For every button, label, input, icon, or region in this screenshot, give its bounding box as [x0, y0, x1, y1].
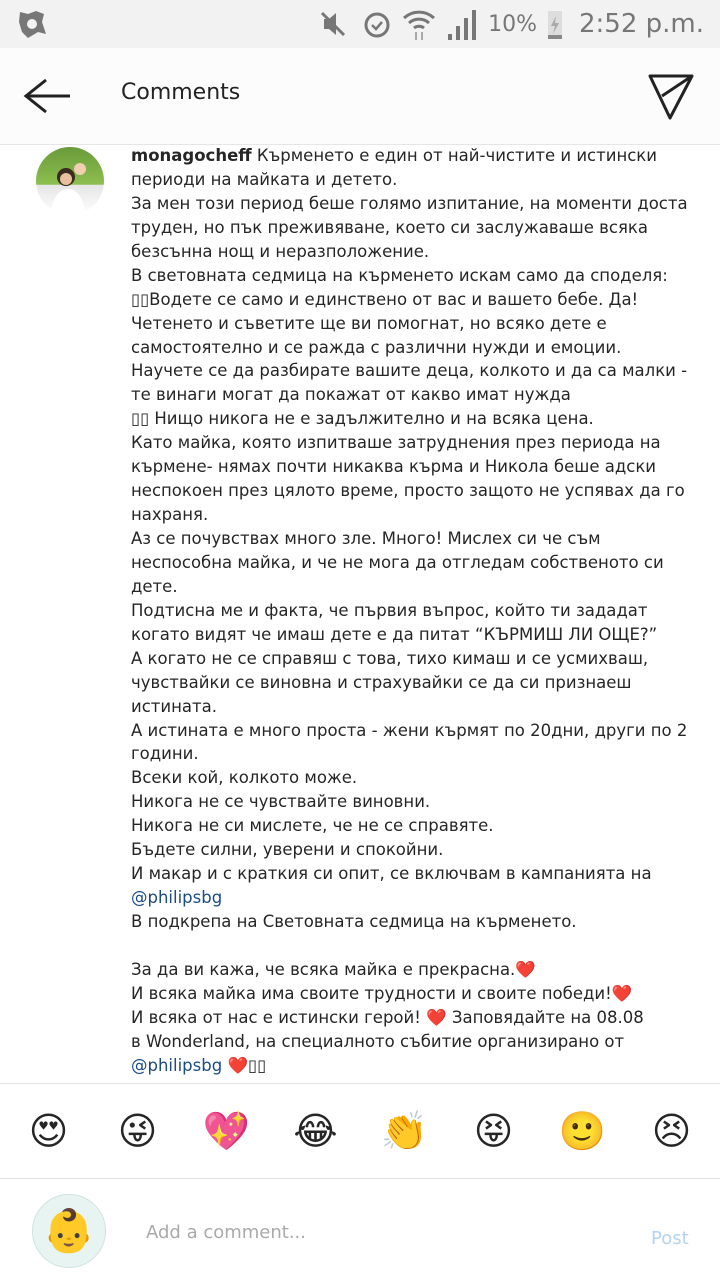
- comment-line: [131, 575, 691, 599]
- comment-text: Подтисна ме и факта, че първия въпрос, който ти зададат: [131, 600, 648, 620]
- comment-text: Аз се почувствах много зле. Много! Мислех си че съм: [131, 529, 601, 548]
- comment-line: [131, 1006, 691, 1030]
- comment-line: [131, 288, 691, 312]
- comment-text: А истината е много проста - жени кърмят по 20дни, други по 2: [131, 720, 688, 740]
- comment-text: Бъдете силни, уверени и спокойни.: [131, 840, 444, 860]
- comment-line: [131, 503, 691, 527]
- comment-text: периоди на майката и детето.: [131, 169, 398, 189]
- comment-username[interactable]: monagocheff: [131, 146, 252, 165]
- signal-icon: [446, 8, 478, 40]
- comment-line: [131, 359, 691, 383]
- emoji-button[interactable]: 😂: [293, 1109, 338, 1153]
- comment-line: [131, 216, 691, 240]
- comment-text: И всяка от нас е истински герой! ❤️ Заповядайте на 08.08: [131, 1007, 644, 1027]
- comment-line: [131, 695, 691, 719]
- comment-text: неспокоен през цялото време, просто защото не успявах да го: [131, 481, 685, 501]
- comment-text: В световната седмица на кърменето искам само да споделя:: [131, 265, 668, 285]
- header: [0, 48, 720, 145]
- comment-line: [131, 240, 691, 264]
- send-direct-icon[interactable]: [646, 72, 696, 122]
- comment-line: [131, 192, 691, 216]
- wifi-icon: [402, 8, 436, 40]
- comment-line: [131, 407, 691, 431]
- commenter-avatar[interactable]: [36, 147, 104, 215]
- emoji-button[interactable]: 🙂: [558, 1108, 607, 1153]
- comment-text: когато видят че имаш дете е да питат “КЪРМИШ ЛИ ОЩЕ?”: [131, 624, 658, 644]
- comment-text: истината.: [131, 696, 217, 716]
- clock: 2:52 p.m.: [578, 9, 704, 39]
- comment-text: Четенето и съветите ще ви помогнат, но всяко дете е: [131, 313, 607, 333]
- comment-line: [131, 479, 691, 503]
- emoji-quick-bar: [0, 1083, 720, 1179]
- comment-line: [131, 431, 691, 455]
- post-button[interactable]: Post: [651, 1228, 689, 1249]
- comment-text: За да ви кажа, че всяка майка е прекрасна.❤️: [131, 959, 536, 979]
- comment-line: [131, 551, 691, 575]
- status-bar: [0, 0, 720, 48]
- comment-line: [131, 647, 691, 671]
- comment-line: [131, 982, 691, 1006]
- comment-line: [131, 599, 691, 623]
- comment-text: кърмене- нямах почти никаква кърма и Никола беше адски: [131, 457, 657, 477]
- comment-input[interactable]: [144, 1216, 598, 1248]
- comment-line: [131, 455, 691, 479]
- my-avatar: [32, 1194, 106, 1268]
- comment-body: [131, 144, 691, 1078]
- page-title: Comments: [121, 80, 241, 105]
- comment-line: [131, 168, 691, 192]
- mention-link[interactable]: @philipsbg: [131, 888, 223, 908]
- comment-text: ▯▯Водете се само и единствено от вас и вашето бебе. Да!: [131, 289, 639, 309]
- antivirus-app-icon: [16, 8, 48, 40]
- comment-line: [131, 336, 691, 360]
- comment-line: [131, 958, 691, 982]
- comment-line: [131, 814, 691, 838]
- comment-line: [131, 910, 691, 934]
- comment-text: А когато не се справяш с това, тихо кимаш и се усмихваш,: [131, 648, 649, 668]
- comment-text: в Wonderland, на специалното събитие организирано от: [131, 1031, 625, 1051]
- baby-avatar-icon: 👶: [42, 1206, 96, 1255]
- comment-line: [131, 671, 691, 695]
- comment-line: [131, 383, 691, 407]
- comment-text: безсънна нощ и неразположение.: [131, 241, 430, 261]
- mention-link[interactable]: @philipsbg: [131, 1055, 223, 1075]
- comment-composer: [0, 1180, 720, 1280]
- comment-text: Като майка, която изпитваше затруднения през периода на: [131, 433, 661, 453]
- comment-text: За мен този период беше голямо изпитание, на моменти доста: [131, 193, 688, 213]
- comment-line: [131, 264, 691, 288]
- vibrate-mute-icon: [314, 9, 352, 39]
- comment-line: [131, 1054, 691, 1078]
- comment-text: Никога не се чувствайте виновни.: [131, 792, 431, 812]
- comment-text: Никога не си мислете, че не се справяте.: [131, 816, 494, 836]
- alarm-icon: [362, 8, 392, 40]
- comment-line: [131, 312, 691, 336]
- battery-percent: 10%: [488, 11, 537, 37]
- comment-line: [131, 144, 691, 168]
- emoji-button[interactable]: 💖: [202, 1108, 251, 1153]
- comment-text: Кърменето е един от най-чистите и истински: [251, 146, 657, 165]
- comment-text: самостоятелно и се ражда с различни нужди и емоции.: [131, 337, 622, 357]
- comment-text: неспособна майка, и че не мога да отгледам собственото си: [131, 552, 664, 572]
- comment-line: [131, 862, 691, 886]
- comment-line: [131, 527, 691, 551]
- comment-line: [131, 766, 691, 790]
- comment-text: години.: [131, 744, 199, 764]
- emoji-button[interactable]: 👏: [380, 1108, 429, 1153]
- comment-line: [131, 1030, 691, 1054]
- comment-line: [131, 886, 691, 910]
- comment-line: [131, 623, 691, 647]
- comment-line: [131, 934, 691, 958]
- comment-line: [131, 838, 691, 862]
- comment-line: [131, 742, 691, 766]
- comment-text: ❤️▯▯: [222, 1055, 267, 1075]
- comment-line: [131, 719, 691, 743]
- comment-text: труден, но пък преживяване, което си заслужаваше всяка: [131, 217, 648, 237]
- comment-text: И макар и с краткия си опит, се включвам в кампанията на: [131, 864, 652, 884]
- emoji-button[interactable]: 😝: [473, 1109, 514, 1153]
- comment-line: [131, 790, 691, 814]
- comment-text: Всеки кой, колкото може.: [131, 768, 358, 788]
- back-arrow-icon[interactable]: [22, 76, 72, 116]
- comment-text: те винаги могат да покажат от какво имат нужда: [131, 385, 571, 405]
- comment-text: дете.: [131, 576, 178, 596]
- emoji-button[interactable]: 😜: [117, 1109, 158, 1153]
- comment-text: И всяка майка има своите трудности и своите победи!❤️: [131, 983, 633, 1003]
- emoji-button[interactable]: 😣: [651, 1109, 692, 1153]
- emoji-button[interactable]: 😍: [28, 1109, 69, 1153]
- battery-charging-icon: [547, 8, 563, 40]
- comment-text: ▯▯ Нищо никога не е задължително и на всяка цена.: [131, 409, 594, 429]
- comment-text: нахраня.: [131, 505, 209, 525]
- comment-text: В подкрепа на Световната седмица на кърменето.: [131, 912, 577, 931]
- comment-text: Научете се да разбирате вашите деца, колкото и да са малки -: [131, 361, 688, 381]
- comment-text: чувствайки се виновна и страхувайки се да си признаеш: [131, 672, 632, 692]
